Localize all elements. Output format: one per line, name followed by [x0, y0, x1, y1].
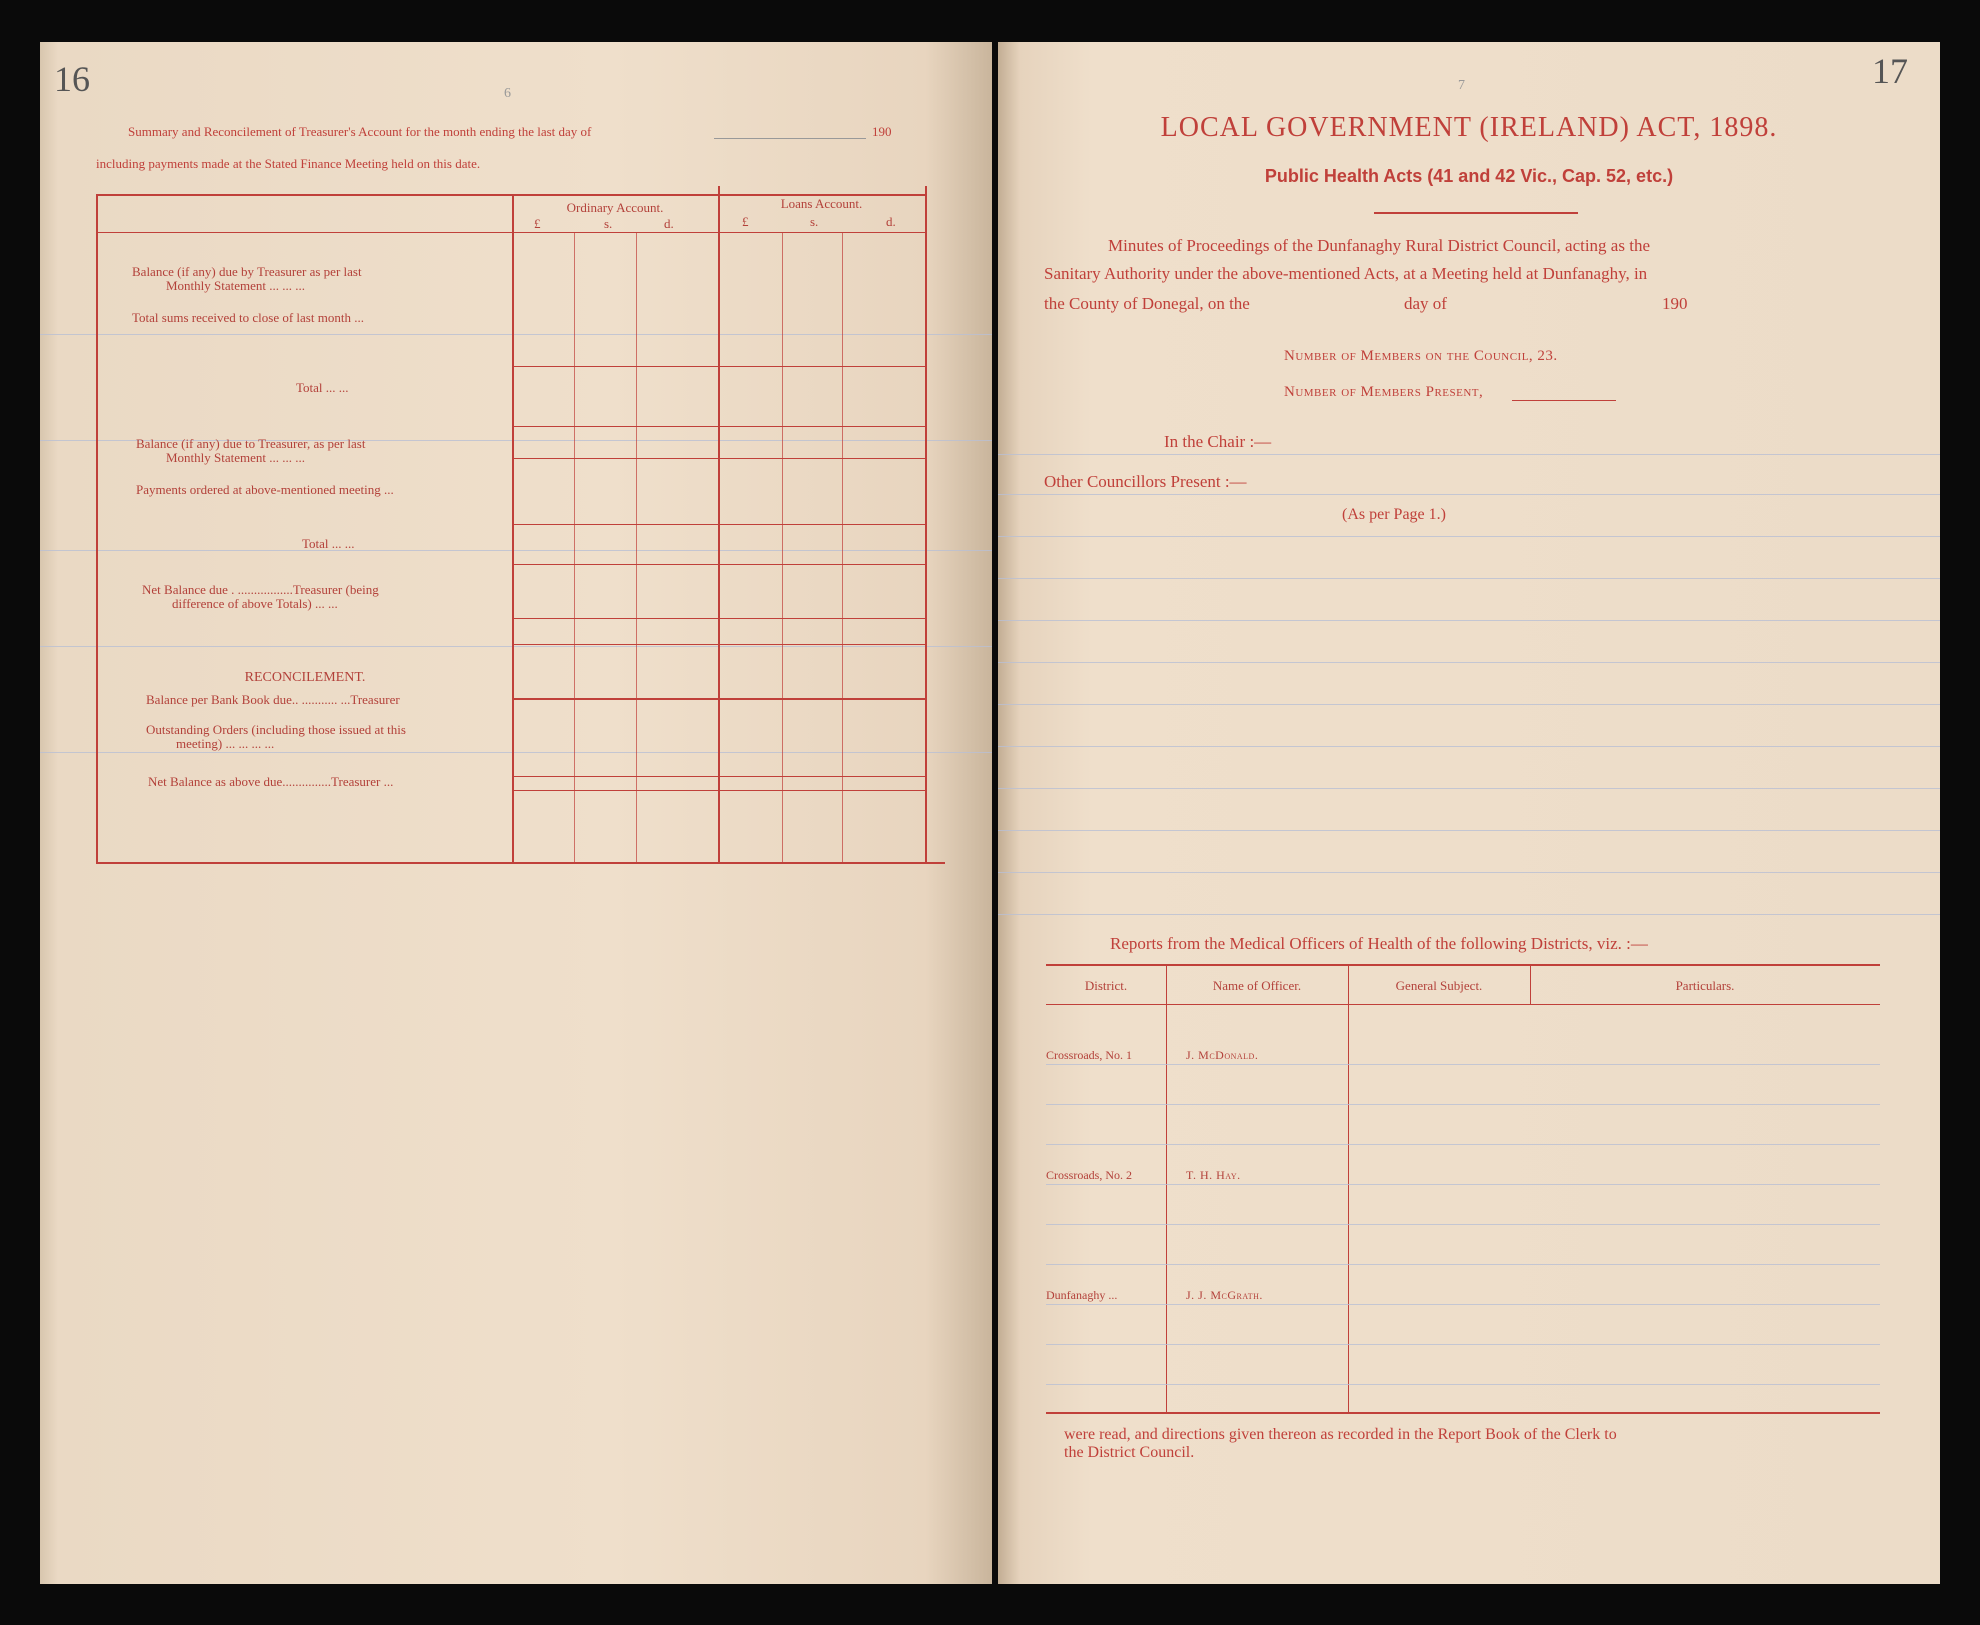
- ruled-line: [1046, 1384, 1880, 1385]
- members-present-blank: [1512, 400, 1616, 401]
- minutes-line3-b: day of: [1404, 294, 1447, 313]
- reports-table-bottom: [1046, 1412, 1880, 1414]
- row-line: [514, 366, 925, 367]
- row-balance-due-to-2: Monthly Statement ... ... ...: [166, 450, 306, 465]
- account-col-divider: [718, 186, 720, 864]
- ordinary-account-header: Ordinary Account.: [566, 200, 664, 215]
- table-right-border: [925, 186, 927, 864]
- ord-pound: £: [534, 216, 541, 231]
- reports-table-top: [1046, 964, 1880, 966]
- act-title: LOCAL GOVERNMENT (IRELAND) ACT, 1898.: [1160, 112, 1778, 143]
- reports-table: [1046, 964, 1886, 1414]
- ruled-line: [1046, 1304, 1880, 1305]
- right-folio: 17: [1872, 51, 1908, 91]
- col-line: [574, 232, 575, 862]
- row-balance-due-by-2: Monthly Statement ... ... ...: [166, 278, 306, 293]
- reports-heading: Reports from the Medical Officers of Health of the following Districts, viz. :—: [1110, 934, 1648, 953]
- ruled-line: [998, 830, 1940, 831]
- loan-shilling: s.: [810, 214, 819, 229]
- header-line: [98, 232, 926, 233]
- minutes-line2: Sanitary Authority under the above-mentioned Acts, at a Meeting held at Dunfanaghy, in: [1044, 264, 1648, 283]
- row-outstanding-2: meeting) ... ... ... ...: [176, 736, 275, 751]
- loan-pence: d.: [886, 214, 896, 229]
- ruled-line: [998, 788, 1940, 789]
- row-net-balance-2: difference of above Totals) ... ...: [172, 596, 338, 611]
- row-line: [514, 458, 925, 459]
- col-officer: Name of Officer.: [1212, 978, 1302, 993]
- ruled-line: [1046, 1104, 1880, 1105]
- reports-header-line: [1046, 1004, 1880, 1005]
- row-line: [514, 564, 925, 565]
- col-line: [782, 232, 783, 862]
- ruled-line: [1046, 1264, 1880, 1265]
- row-line: [514, 698, 925, 700]
- row-line: [514, 426, 925, 427]
- reports-col-line: [1166, 964, 1167, 1414]
- officer-2: T. H. Hay.: [1186, 1168, 1241, 1182]
- ruled-line: [998, 620, 1940, 621]
- left-page: [40, 42, 992, 1584]
- minutes-line3-a: the County of Donegal, on the: [1044, 294, 1250, 313]
- ord-pence: d.: [664, 216, 674, 231]
- table-bottom-border: [96, 862, 945, 864]
- row-total-2: Total ... ...: [302, 536, 355, 551]
- row-net-above: Net Balance as above due...............Treasurer ...: [148, 774, 394, 789]
- row-total-received: Total sums received to close of last month ...: [132, 310, 364, 325]
- col-particulars: Particulars.: [1675, 978, 1735, 993]
- row-line: [514, 776, 925, 777]
- row-payments-ordered: Payments ordered at above-mentioned meeting ...: [136, 482, 394, 497]
- left-heading-line1: Summary and Reconcilement of Treasurer's Account for the month ending the last day of: [128, 124, 592, 139]
- ruled-line: [998, 536, 1940, 537]
- ruled-line: [998, 746, 1940, 747]
- closing-line1: were read, and directions given thereon as recorded in the Report Book of the Clerk to: [1064, 1426, 1617, 1443]
- reports-col-line: [1348, 964, 1349, 1414]
- ruled-line: [998, 454, 1940, 455]
- row-line: [514, 644, 925, 645]
- label-col-divider: [512, 194, 514, 864]
- left-heading-year: 190: [872, 124, 892, 139]
- ord-shilling: s.: [604, 216, 613, 231]
- ruled-line: [1046, 1144, 1880, 1145]
- reconcilement-heading: RECONCILEMENT.: [244, 670, 366, 685]
- col-line: [636, 232, 637, 862]
- members-council: Number of Members on the Council, 23.: [1284, 348, 1558, 364]
- right-page: [998, 42, 1940, 1584]
- left-heading-line2: including payments made at the Stated Finance Meeting held on this date.: [96, 156, 481, 171]
- row-line: [514, 790, 925, 791]
- ruled-line: [998, 914, 1940, 915]
- ruled-line: [998, 662, 1940, 663]
- ruled-line: [998, 494, 1940, 495]
- loan-pound: £: [742, 214, 749, 229]
- ruled-line: [998, 704, 1940, 705]
- row-net-balance: Net Balance due . .................Treasurer (being: [142, 582, 379, 597]
- col-subject: General Subject.: [1395, 978, 1483, 993]
- col-district: District.: [1084, 978, 1128, 993]
- account-table: [96, 186, 996, 866]
- minutes-line3-c: 190: [1662, 294, 1688, 313]
- row-outstanding: Outstanding Orders (including those issued at this: [146, 722, 406, 737]
- minutes-line1: Minutes of Proceedings of the Dunfanaghy Rural District Council, acting as the: [1108, 236, 1650, 255]
- as-per-page: (As per Page 1.): [1342, 506, 1446, 523]
- loans-account-header: Loans Account.: [780, 196, 863, 211]
- closing-line2: the District Council.: [1064, 1444, 1195, 1461]
- officer-1: J. McDonald.: [1186, 1048, 1259, 1062]
- row-total-1: Total ... ...: [296, 380, 349, 395]
- heading-blank-line: [714, 138, 866, 139]
- members-present: Number of Members Present,: [1284, 384, 1484, 400]
- title-rule: [1374, 212, 1578, 214]
- district-1: Crossroads, No. 1: [1046, 1048, 1132, 1062]
- other-councillors: Other Councillors Present :—: [1044, 472, 1247, 491]
- table-left-border: [96, 194, 98, 864]
- left-printed-number: 6: [504, 86, 511, 101]
- officer-3: J. J. McGrath.: [1186, 1288, 1263, 1302]
- ruled-line: [998, 578, 1940, 579]
- ruled-line: [1046, 1184, 1880, 1185]
- district-2: Crossroads, No. 2: [1046, 1168, 1132, 1182]
- left-folio: 16: [54, 59, 90, 99]
- ruled-line: [1046, 1344, 1880, 1345]
- ruled-line: [1046, 1064, 1880, 1065]
- col-line: [842, 232, 843, 862]
- ruled-line: [1046, 1224, 1880, 1225]
- row-balance-due-to: Balance (if any) due to Treasurer, as per last: [136, 436, 366, 451]
- act-subtitle: Public Health Acts (41 and 42 Vic., Cap. 52, etc.): [1264, 166, 1674, 186]
- in-chair: In the Chair :—: [1164, 432, 1272, 451]
- row-bank-book: Balance per Bank Book due.. ........... ...Treasurer: [146, 692, 400, 707]
- row-balance-due-by: Balance (if any) due by Treasurer as per last: [132, 264, 362, 279]
- ruled-line: [998, 872, 1940, 873]
- district-3: Dunfanaghy ...: [1046, 1288, 1118, 1302]
- row-line: [514, 524, 925, 525]
- row-line: [514, 618, 925, 619]
- right-printed-number: 7: [1458, 78, 1465, 93]
